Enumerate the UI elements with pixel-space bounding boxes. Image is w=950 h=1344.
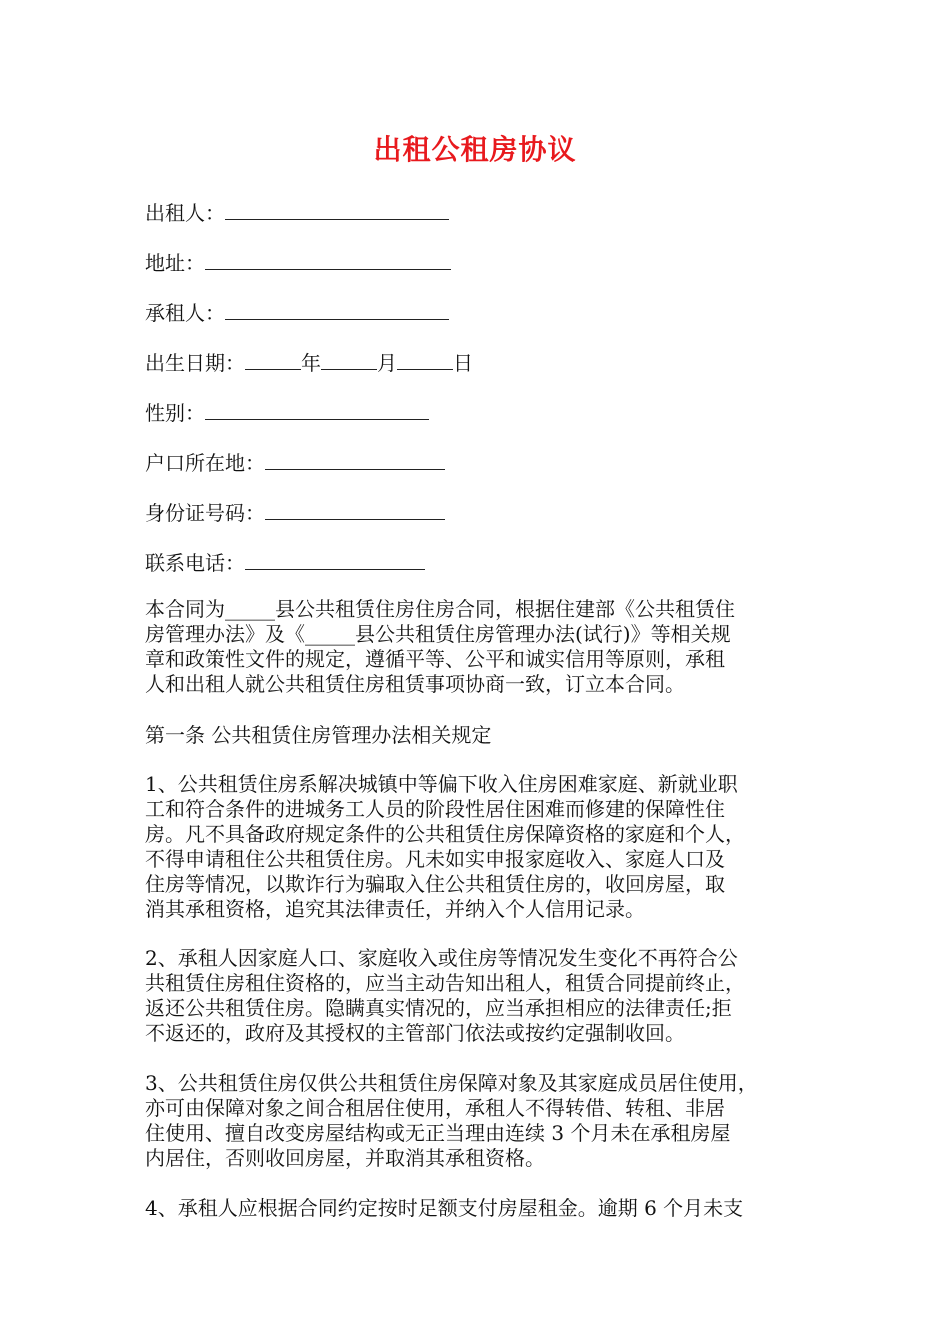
intro-line: 章和政策性文件的规定，遵循平等、公平和诚实信用等原则，承租 <box>145 647 725 671</box>
birth-date-field <box>145 350 473 376</box>
household-registration-blank[interactable] <box>265 451 445 470</box>
clause-line: 3、公共租赁住房仅供公共租赁住房保障对象及其家庭成员居住使用， <box>145 1071 758 1095</box>
clause-line: 1、公共租赁住房系解决城镇中等偏下收入住房困难家庭、新就业职 <box>145 772 738 796</box>
clause-2-paragraph <box>145 946 825 1046</box>
lessor-field <box>145 200 449 226</box>
clause-3-paragraph <box>145 1071 825 1171</box>
address-label: 地址： <box>145 251 205 275</box>
clause-line: 亦可由保障对象之间合租居住使用，承租人不得转借、转租、非居 <box>145 1096 725 1120</box>
address-blank[interactable] <box>205 251 451 270</box>
gender-field <box>145 400 429 426</box>
birth-month-blank[interactable] <box>321 351 377 370</box>
clause-line: 不得申请租住公共租赁住房。凡未如实申报家庭收入、家庭人口及 <box>145 847 725 871</box>
lessor-label: 出租人： <box>145 201 225 225</box>
clause-line: 返还公共租赁住房。隐瞒真实情况的，应当承担相应的法律责任;拒 <box>145 996 732 1020</box>
clause-line: 共租赁住房租住资格的，应当主动告知出租人，租赁合同提前终止， <box>145 971 745 995</box>
phone-field <box>145 550 425 576</box>
birth-year-blank[interactable] <box>245 351 301 370</box>
id-number-label: 身份证号码： <box>145 501 265 525</box>
intro-line: 本合同为_____县公共租赁住房住房合同，根据住建部《公共租赁住 <box>145 597 735 621</box>
clause-line: 住房等情况，以欺诈行为骗取入住公共租赁住房的，收回房屋，取 <box>145 872 725 896</box>
lessee-field <box>145 300 449 326</box>
clause-line: 2、承租人因家庭人口、家庭收入或住房等情况发生变化不再符合公 <box>145 946 738 970</box>
day-label: 日 <box>453 351 473 375</box>
household-registration-field <box>145 450 445 476</box>
intro-line: 房管理办法》及《_____县公共租赁住房管理办法(试行)》等相关规 <box>145 622 731 646</box>
month-label: 月 <box>377 351 397 375</box>
lessor-blank[interactable] <box>225 201 449 220</box>
document-title: 出租公租房协议 <box>373 133 577 166</box>
lessee-blank[interactable] <box>225 301 449 320</box>
clause-1-paragraph <box>145 772 825 922</box>
clause-line: 内居住，否则收回房屋，并取消其承租资格。 <box>145 1146 545 1170</box>
clause-line: 工和符合条件的进城务工人员的阶段性居住困难而修建的保障性住 <box>145 797 725 821</box>
phone-label: 联系电话： <box>145 551 245 575</box>
article-1-heading: 第一条 公共租赁住房管理办法相关规定 <box>145 723 492 747</box>
intro-paragraph <box>145 597 825 697</box>
gender-label: 性别： <box>145 401 205 425</box>
birth-date-label: 出生日期： <box>145 351 245 375</box>
clause-4-paragraph <box>145 1196 825 1221</box>
clause-line: 消其承租资格，追究其法律责任，并纳入个人信用记录。 <box>145 897 645 921</box>
lessee-label: 承租人： <box>145 301 225 325</box>
clause-line: 不返还的，政府及其授权的主管部门依法或按约定强制收回。 <box>145 1021 685 1045</box>
gender-blank[interactable] <box>205 401 429 420</box>
id-number-field <box>145 500 445 526</box>
address-field <box>145 250 451 276</box>
household-registration-label: 户口所在地： <box>145 451 265 475</box>
phone-blank[interactable] <box>245 551 425 570</box>
clause-line: 房。凡不具备政府规定条件的公共租赁住房保障资格的家庭和个人， <box>145 822 745 846</box>
clause-line: 住使用、擅自改变房屋结构或无正当理由连续 3 个月未在承租房屋 <box>145 1121 731 1145</box>
birth-day-blank[interactable] <box>397 351 453 370</box>
id-number-blank[interactable] <box>265 501 445 520</box>
intro-line: 人和出租人就公共租赁住房租赁事项协商一致，订立本合同。 <box>145 672 685 696</box>
clause-line: 4、承租人应根据合同约定按时足额支付房屋租金。逾期 6 个月未支 <box>145 1196 744 1220</box>
year-label: 年 <box>301 351 321 375</box>
